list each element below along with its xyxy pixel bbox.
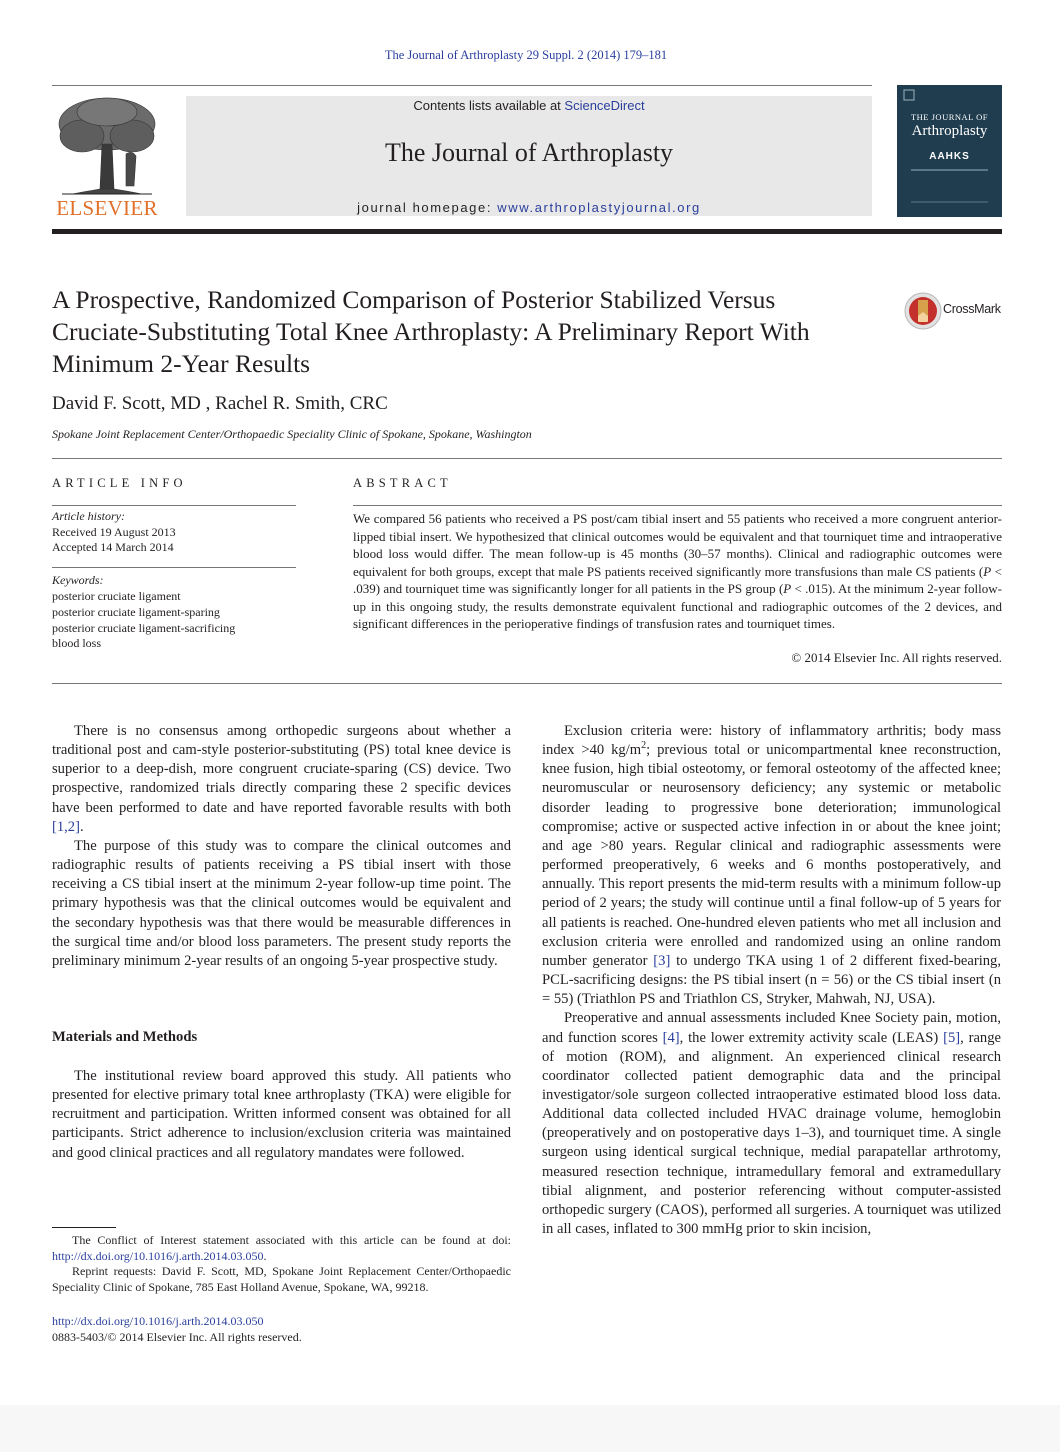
journal-homepage — [186, 200, 872, 215]
body-paragraph: There is no consensus among orthopedic surgeons about whether a traditional post and cam-style posterior-substituting (PS) total knee device is superior to a deep-dish, more congruent cruciate-sparing (CS) device. Two prospective, randomized trials directly comparing these 2 specific devices have been performed to date and have reported favorable results with both [1,2]. — [52, 723, 511, 835]
keyword: blood loss — [52, 636, 102, 651]
keywords-label: Keywords: — [52, 573, 104, 587]
doi-footer-link[interactable]: http://dx.doi.org/10.1016/j.arth.2014.03.050 — [52, 1314, 264, 1328]
header-thick-rule — [52, 229, 1002, 234]
body-paragraph: The institutional review board approved this study. All patients who presented for elective primary total knee arthroplasty (TKA) were eligible for recruitment and participation. Written informed consent was obtained for all participants. Strict adherence to inclusion/exclusion criteria was maintained and good clinical practices and all regulatory mandates were followed. — [52, 1068, 511, 1161]
homepage-link[interactable]: www.arthroplastyjournal.org — [497, 200, 701, 215]
abstract-text: We compared 56 patients who received a PS post/cam tibial insert and 55 patients who received a more congruent anterior-lipped tibial insert. We hypothesized that clinical outcomes would be equivalent and that tourniquet time and intraoperative blood loss would differ. The mean follow-up is 45 months (30–57 months). Clinical and radiographic outcomes were equivalent for both groups, except that male PS patients received significantly more transfusions than male CS patients (P < .039) and tourniquet time was significantly longer for all patients in the PS group (P < .015). At the minimum 2-year follow-up in this ongoing study, the results demonstrate equivalent functional and radiographic outcomes of the 2 devices, and significant differences in the perioperative findings of transfusion rates and tourniquet times. — [353, 511, 1002, 631]
journal-name: The Journal of Arthroplasty — [384, 138, 674, 167]
body-paragraph: Preoperative and annual assessments included Knee Society pain, motion, and function scores [4], the lower extremity activity scale (LEAS) [5], range of motion (ROM), and alignment. An experienced clinical research coordinator collected patient demographic data and the principal investigator/sole surgeon collected intraoperative estimated blood loss data. Additional data collected included HVAC drainage volume, hemoglobin (preoperatively and on postoperative days 1–3), and tourniquet time. A single surgeon using identical surgical technique, medial parapatellar arthrotomy, measured resection technique, intramedullary femoral and extramedullary tibial alignment, and posterior referencing without computer-assisted orthopedic surgery (CAOS), performed all surgeries. A tourniquet was utilized in all cases, inflated to 300 mmHg prior to skin incision, — [542, 1010, 1001, 1238]
crossmark-label[interactable]: CrossMark — [943, 302, 1001, 316]
article-title: A Prospective, Randomized Comparison of Posterior Stabilized Versus Cruciate-Substituting Total Knee Arthroplasty: A Preliminary Report With Minimum 2-Year Results — [52, 285, 810, 378]
sciencedirect-link[interactable]: ScienceDirect — [564, 98, 645, 113]
issn-footer: 0883-5403/© 2014 Elsevier Inc. All rights reserved. — [52, 1330, 302, 1344]
divider — [52, 458, 1002, 459]
cover-line1: THE JOURNAL OF — [910, 112, 989, 122]
journal-cover-thumbnail[interactable] — [897, 85, 1002, 217]
cover-society: AAHKS — [929, 151, 970, 162]
footnote-rule — [52, 1227, 116, 1228]
cover-decoration — [911, 201, 988, 203]
divider — [52, 505, 296, 506]
elsevier-mini-icon — [903, 89, 915, 101]
accepted-date: Accepted 14 March 2014 — [52, 540, 174, 554]
reference-link[interactable]: [1,2] — [52, 818, 80, 835]
cover-decoration — [911, 169, 988, 171]
contents-prefix: Contents lists available at — [413, 98, 565, 113]
article-history-label: Article history: — [52, 509, 125, 523]
cover-line2: Arthroplasty — [911, 123, 988, 139]
article-info-heading: ARTICLE INFO — [52, 476, 187, 490]
contents-line — [186, 98, 872, 113]
divider — [52, 567, 296, 568]
homepage-prefix: journal homepage: — [357, 200, 498, 215]
footnote-reprint: Reprint requests: David F. Scott, MD, Spokane Joint Replacement Center/Orthopaedic Speciality Clinic of Spokane, 785 East Holland Avenue, Spokane, WA, 99218. — [52, 1264, 511, 1294]
body-paragraph: The purpose of this study was to compare the clinical outcomes and radiographic results of patients receiving a PS tibial insert with those receiving a CS tibial insert at the minimum 2-year follow-up time point. The primary hypothesis was that the clinical outcomes would be equivalent and the secondary hypothesis was that there would be measurable differences in the surgical time and/or blood loss parameters. The present study reports the preliminary minimum 2-year results of an ongoing 5-year prospective study. — [52, 838, 511, 969]
reference-link[interactable]: [3] — [653, 952, 671, 969]
section-heading: Materials and Methods — [52, 1029, 198, 1045]
doi-link[interactable]: http://dx.doi.org/10.1016/j.arth.2014.03.050 — [52, 1248, 264, 1263]
header-rule — [52, 85, 872, 86]
keyword: posterior cruciate ligament — [52, 589, 181, 603]
received-date: Received 19 August 2013 — [52, 525, 176, 539]
body-column-right — [542, 722, 1001, 1239]
affiliation: Spokane Joint Replacement Center/Orthopaedic Speciality Clinic of Spokane, Spokane, Washington — [52, 427, 532, 441]
body-paragraph: Exclusion criteria were: history of inflammatory arthritis; body mass index >40 $kg/m^2$; previous total or unicompartmental knee reconstruction, knee fusion, high tibial osteotomy, or femoral osteotomy of the affected knee; neuromuscular or neurosensory deficiency; any systemic or metabolic disorder leading to progressive bone deterioration; immunological compromise; active or suspected active infection in or about the knee joint; and age >80 years. Regular clinical and radiographic assessments were performed preoperatively, 6 weeks and 6 months postoperatively, and annually. This report presents the mid-term results with a minimum follow-up period of 2 years; the study will continue until a final follow-up of 5 years for all patients is reached. One-hundred eleven patients who met all inclusion and exclusion criteria were enrolled and randomized using an online random number generator [3] to undergo TKA using 1 of 2 different fixed-bearing, PCL-sacrificing designs: the PS tibial insert (n = 56) or the CS tibial insert (n = 55) (Triathlon PS and Triathlon CS, Stryker, Mahwah, NJ, USA). — [542, 723, 1001, 1008]
keywords-list — [52, 589, 235, 652]
reference-link[interactable]: [4] — [662, 1029, 680, 1046]
divider — [52, 683, 1002, 684]
keyword: posterior cruciate ligament-sacrificing — [52, 620, 236, 635]
abstract-copyright: © 2014 Elsevier Inc. All rights reserved. — [791, 650, 1002, 665]
abstract-heading: ABSTRACT — [353, 476, 452, 490]
authors: David F. Scott, MD , Rachel R. Smith, CRC — [52, 393, 388, 414]
elsevier-wordmark: ELSEVIER — [56, 196, 158, 220]
journal-citation[interactable]: The Journal of Arthroplasty 29 Suppl. 2 (2014) 179–181 — [384, 48, 668, 62]
divider — [353, 505, 1002, 506]
reference-link[interactable]: [5] — [943, 1029, 961, 1046]
footnote-conflict: The Conflict of Interest statement associated with this article can be found at doi: http://dx.doi.org/10.1016/j.arth.2014.03.050. — [52, 1233, 511, 1263]
page-bottom-band — [0, 1405, 1060, 1452]
keyword: posterior cruciate ligament-sparing — [52, 604, 220, 619]
